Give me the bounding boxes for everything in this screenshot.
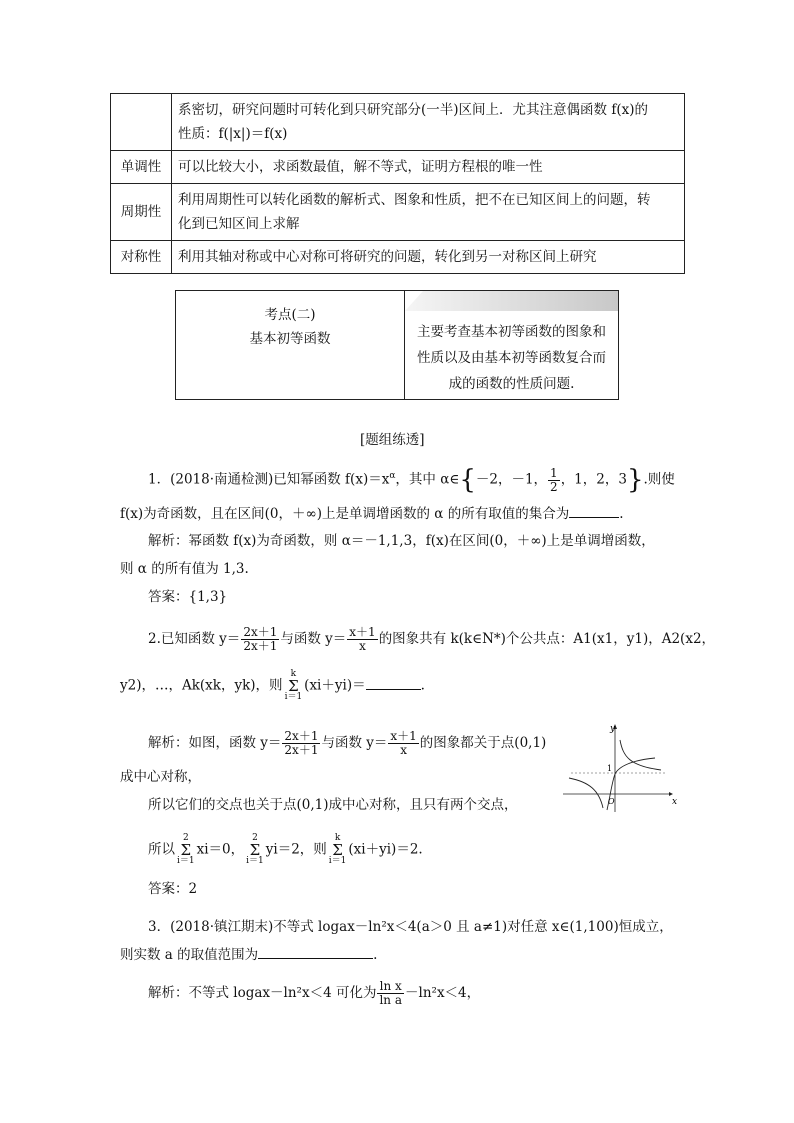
frac-denominator: 2x＋1	[284, 743, 319, 757]
answer-blank	[569, 503, 619, 518]
decorative-stripe	[405, 291, 618, 311]
sum-lower: i＝1	[177, 856, 195, 866]
left-brace: {	[459, 465, 476, 495]
frac-denominator: x	[400, 743, 407, 757]
topic-box	[175, 290, 619, 400]
q3-stem2-end: .	[373, 947, 378, 963]
table-row	[111, 241, 685, 274]
q1-stem-c: .则使	[643, 471, 675, 488]
frac-numerator: x＋1	[349, 625, 376, 639]
q1-solution-line2: 则 α 的所有值为 1,3.	[120, 561, 249, 577]
frac-denominator: x	[359, 639, 366, 653]
topic-box-left	[176, 291, 405, 399]
q1-set-b: ，1，2，3	[560, 471, 627, 488]
q2-sol4-b: xi＝0，	[196, 841, 245, 858]
q2-sol-fraction1	[282, 730, 320, 757]
table-key: 周期性	[111, 184, 172, 241]
q1-stem2-end: .	[619, 506, 624, 522]
q1-answer: 答案：{1,3}	[148, 589, 228, 605]
table-value-line: 可以比较大小，求函数最值，解不等式，证明方程根的唯一性	[178, 159, 543, 175]
table-key	[111, 94, 172, 151]
topic-description	[409, 319, 614, 397]
table-value-line: 系密切，研究问题时可转化到只研究部分(一半)区间上．尤其注意偶函数 f(x)的	[178, 102, 648, 118]
table-key: 对称性	[111, 241, 172, 274]
frac-numerator: x＋1	[390, 729, 417, 743]
answer-blank	[366, 675, 421, 690]
graph-origin-label: O	[608, 797, 615, 806]
sum-upper: 2	[182, 833, 189, 843]
section-title: [题组练透]	[360, 432, 425, 448]
sum-upper: k	[334, 833, 341, 843]
topic-desc-line: 性质以及由基本初等函数复合而	[417, 350, 606, 366]
q3-sol1-a: 解析：不等式 logax－ln²x＜4 可化为	[148, 985, 377, 1001]
q2-stem-a: 2.已知函数 y＝	[148, 631, 241, 647]
q2-sol1-b: 与函数 y＝	[321, 735, 388, 751]
curve-hyperbola-left	[569, 778, 603, 808]
q2-stem2-a: y2)，…，Ak(xk，yk)，则	[120, 677, 283, 694]
summation	[329, 834, 347, 866]
frac-numerator: 2x＋1	[243, 625, 278, 639]
sum-upper: 2	[252, 833, 258, 843]
q3-stem2: 则实数 a 的取值范围为	[120, 947, 259, 963]
topic-desc-line: 成的函数的性质问题.	[448, 376, 575, 392]
q2-fraction1	[241, 626, 279, 653]
q2-sol4-c: yi＝2，则	[265, 841, 327, 858]
sigma-symbol: Σ	[180, 841, 192, 859]
q3-stem-line1: 3．(2018·镇江期末)不等式 logax－ln²x＜4(a＞0 且 a≠1)对任意 x∈(1,100)恒成立，	[148, 919, 673, 935]
sigma-symbol: Σ	[288, 677, 299, 695]
sum-upper: k	[290, 669, 297, 679]
sigma-symbol: Σ	[249, 841, 261, 859]
q1-stem-a: 1．(2018·南通检测)已知幂函数 f(x)＝x	[148, 471, 390, 488]
q2-solution-line1	[148, 730, 546, 757]
table-key: 单调性	[111, 151, 172, 184]
q2-stem2-b: (xi＋yi)＝	[304, 677, 366, 694]
x-axis-arrow-icon	[669, 792, 673, 796]
summation	[177, 834, 195, 866]
q1-stem-b: ，其中 α∈	[395, 471, 460, 488]
q3-fraction	[377, 980, 404, 1007]
frac-denominator: 2x＋1	[243, 639, 278, 653]
graph-x-label: x	[672, 797, 678, 807]
topic-title: 考点(二)	[264, 307, 316, 323]
q2-solution-line3: 所以它们的交点也关于点(0,1)成中心对称，且只有两个交点，	[148, 797, 518, 813]
table-value	[172, 241, 685, 274]
q2-stem	[148, 626, 715, 653]
q2-fraction2	[347, 626, 377, 653]
sum-lower: i＝1	[246, 856, 264, 866]
table-row	[111, 94, 685, 151]
graph-y-label: y	[610, 724, 616, 734]
summation	[246, 834, 264, 866]
topic-subtitle: 基本初等函数	[249, 331, 331, 347]
q2-answer: 答案：2	[148, 881, 198, 897]
frac-denominator: ln a	[379, 993, 403, 1007]
q1-solution-line1: 解析：幂函数 f(x)为奇函数，则 α＝－1,1,3，f(x)在区间(0，＋∞)上是单调增函数，	[148, 533, 655, 549]
graph-one-label: 1	[607, 764, 613, 773]
q3-sol1-b: －ln²x＜4，	[405, 985, 481, 1001]
q2-sol4-a: 所以	[148, 841, 175, 858]
table-value-line: 利用周期性可以转化函数的解析式、图象和性质，把不在已知区间上的问题，转	[178, 192, 651, 208]
q1-set-a: －2，－1，	[475, 471, 548, 488]
q3-stem-line2	[120, 944, 377, 965]
q2-stem-c: 的图象共有 k(k∈N*)个公共点：A1(x1，y1)，A2(x2，	[378, 631, 716, 647]
table-value	[172, 184, 685, 241]
q2-sol1-c: 的图象都关于点(0,1)	[419, 735, 547, 751]
table-value-line: 化到已知区间上求解	[178, 216, 300, 232]
q1-stem	[148, 466, 675, 494]
q2-stem2-end: .	[420, 677, 425, 694]
table-row	[111, 184, 685, 241]
q2-stem-b: 与函数 y＝	[280, 631, 347, 647]
q3-solution-line1	[148, 980, 480, 1007]
q2-solution-line4	[148, 834, 423, 866]
curve-hyperbola-right	[620, 740, 661, 770]
function-graph	[563, 722, 681, 812]
table-value	[172, 151, 685, 184]
table-row	[111, 151, 685, 184]
q2-solution-line2: 成中心对称，	[120, 769, 201, 785]
q2-sol4-d: (xi＋yi)＝2.	[348, 841, 423, 858]
frac-numerator: ln x	[377, 980, 404, 994]
q2-sol-fraction2	[388, 730, 418, 757]
q1-stem-line2	[120, 503, 624, 524]
property-table	[110, 93, 685, 274]
q2-sol1-a: 解析：如图，函数 y＝	[148, 735, 282, 751]
q2-stem-line2	[120, 670, 425, 702]
table-value-line: 性质：f(|x|)＝f(x)	[178, 126, 288, 142]
frac-numerator: 2x＋1	[284, 729, 319, 743]
topic-desc-line: 主要考查基本初等函数的图象和	[417, 324, 606, 340]
table-value-line: 利用其轴对称或中心对称可将研究的问题，转化到另一对称区间上研究	[178, 249, 597, 265]
frac-numerator: 1	[550, 465, 558, 480]
sigma-symbol: Σ	[332, 841, 343, 859]
right-brace: }	[626, 465, 644, 495]
sum-lower: i＝1	[328, 856, 347, 866]
q1-exponent: α	[389, 471, 396, 481]
table-value	[172, 94, 685, 151]
q1-stem2: f(x)为奇函数，且在区间(0，＋∞)上是单调增函数的 α 的所有取值的集合为	[120, 506, 570, 522]
frac-denominator: 2	[550, 479, 558, 494]
answer-blank	[258, 944, 373, 959]
q1-fraction	[548, 467, 560, 494]
summation	[285, 670, 303, 702]
sum-lower: i＝1	[284, 692, 303, 702]
